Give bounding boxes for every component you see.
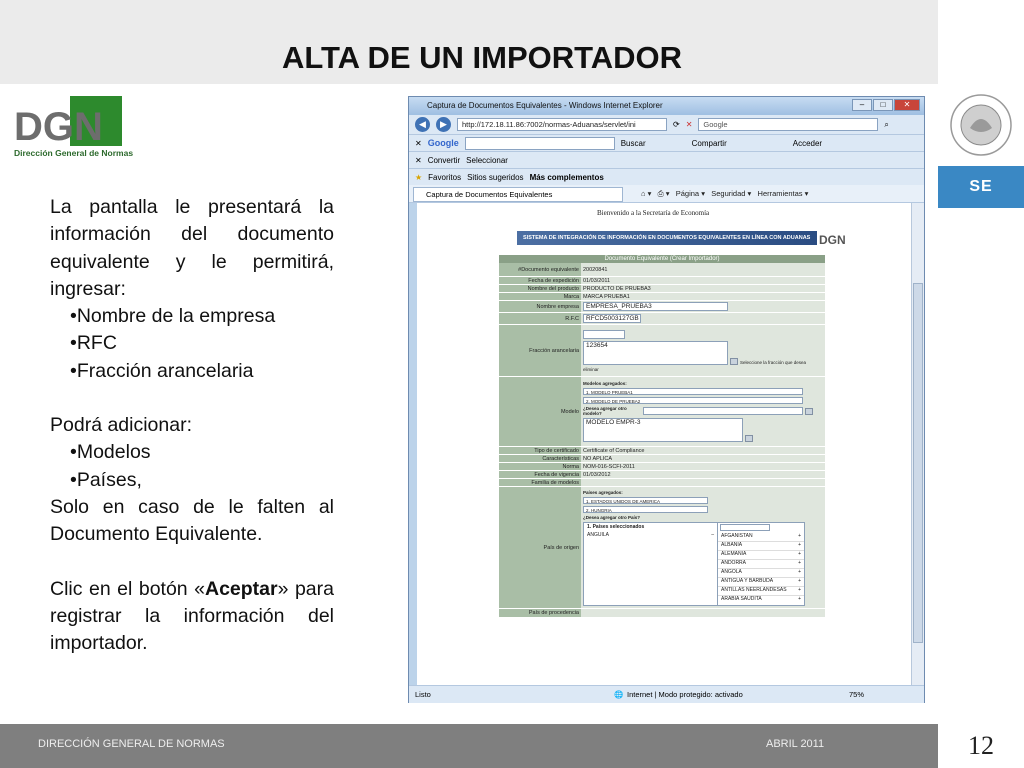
selected-country[interactable]: ANGUILA – — [587, 532, 714, 538]
rfc-input[interactable]: RFCD5003127GB — [583, 314, 641, 323]
address-bar[interactable]: http://172.18.11.86:7002/normas-Aduanas/servlet/ini — [457, 118, 667, 131]
slide-title: ALTA DE UN IMPORTADOR — [281, 40, 683, 75]
modelo-textarea[interactable]: MODELO EMPR-3 — [583, 418, 743, 442]
fraccion-search-input[interactable] — [583, 330, 625, 339]
svg-text:DG: DG — [14, 105, 74, 149]
list-item: •Nombre de la empresa — [70, 305, 276, 328]
forward-icon[interactable]: ▶ — [436, 117, 451, 132]
close-toolbar-icon[interactable]: ✕ — [415, 138, 422, 148]
logo-subtitle: Dirección General de Normas — [14, 148, 134, 158]
list-item: 1. MODELO PRUEBA1 — [583, 388, 803, 395]
list-item: 2. MODELO DE PRUEBA2 — [583, 397, 803, 404]
tab-captura[interactable]: Captura de Documentos Equivalentes — [413, 187, 623, 202]
intro-paragraph: La pantalla le presentará la información del documento equivalente y le permitirá, ingresar: — [50, 196, 334, 300]
form-row: País de procedencia — [499, 609, 825, 618]
menu-herramientas[interactable]: Herramientas — [757, 189, 803, 198]
clic-paragraph: Clic en el botón «Aceptar» para registrar la información del importador. — [50, 577, 334, 655]
form-header: Documento Equivalente (Crear Importador) — [499, 255, 825, 263]
command-bar: ⌂ ▾ ⎙ ▾ Página ▾ Seguridad ▾ Herramientas ▾ — [641, 189, 809, 198]
add-modelo-button[interactable] — [805, 408, 813, 415]
print-icon[interactable]: ⎙ — [657, 189, 664, 198]
convert-toolbar — [409, 152, 924, 169]
status-bar — [409, 685, 924, 703]
buscar-button[interactable]: Buscar — [620, 138, 646, 148]
page-number: 12 — [938, 724, 1024, 768]
globe-icon: 🌐 — [614, 690, 624, 699]
form-row: Modelo Modelos agregados: 1. MODELO PRUEBA1 2. MODELO DE PRUEBA2 ¿Desea agregar otro modelo? MODELO EMPR-3 — [499, 377, 825, 447]
form-row: Fecha de expedición 01/03/2011 — [499, 277, 825, 285]
acceder-button[interactable]: Acceder — [792, 138, 823, 148]
favoritos-button[interactable]: Favoritos — [428, 172, 462, 182]
fraccion-hint: Seleccione la fracción que desea — [740, 359, 807, 365]
home-icon[interactable]: ⌂ — [641, 189, 646, 198]
close-toolbar-icon[interactable]: ✕ — [415, 155, 422, 165]
footer-bar — [0, 724, 938, 768]
search-icon[interactable]: ⌕ — [884, 119, 889, 129]
form-row: #Documento equivalente 20020841 — [499, 263, 825, 277]
favorites-bar — [409, 169, 924, 186]
country-filter-input[interactable] — [720, 524, 770, 531]
fraccion-textarea[interactable]: 123654 — [583, 341, 728, 365]
google-toolbar — [409, 135, 924, 152]
aceptar-emphasis: Aceptar — [205, 577, 278, 600]
web-page — [417, 203, 911, 685]
search-input[interactable]: Google — [698, 118, 878, 131]
country-list — [718, 533, 804, 605]
empresa-input[interactable]: EMPRESA_PRUEBA3 — [583, 302, 728, 311]
menu-seguridad[interactable]: Seguridad — [711, 189, 746, 198]
country-option[interactable]: ANDORRA + — [718, 560, 804, 569]
form-row: Fecha de vigencia 01/03/2012 — [499, 471, 825, 479]
tab-row — [409, 185, 924, 203]
stop-icon[interactable]: ✕ — [685, 120, 693, 129]
form-row: Tipo de certificado Certificate of Compliance — [499, 447, 825, 455]
list-item: 2. HUNGRIA — [583, 506, 708, 513]
paises-selector: 1. Países seleccionados ANGUILA – AFGANISTAN + ALBANIA + ALEMANIA + ANDORRA + ANGOLA + ANTIGUA Y BARBUDA + ANTILLAS NEERLANDESAS + ARABIA SAUDITA + — [583, 522, 805, 606]
welcome-text: Bienvenido a la Secretaría de Economía — [597, 209, 710, 217]
country-option[interactable]: ANTIGUA Y BARBUDA + — [718, 578, 804, 587]
form-row: Norma NOM-016-SCFI-2011 — [499, 463, 825, 471]
form-row: Características NO APLICA — [499, 455, 825, 463]
google-search-input[interactable] — [465, 137, 615, 150]
list-item: •Fracción arancelaria — [70, 359, 254, 382]
back-icon[interactable]: ◀ — [415, 117, 430, 132]
mini-dgn-logo: DGN — [819, 233, 846, 247]
form-row: Familia de modelos — [499, 479, 825, 487]
form-row: Nombre empresa EMPRESA_PRUEBA3 — [499, 301, 825, 313]
mexico-seal-icon — [946, 92, 1016, 158]
footer-date: ABRIL 2011 — [766, 738, 825, 750]
menu-pagina[interactable]: Página — [675, 189, 700, 198]
remove-modelo-button[interactable] — [745, 435, 753, 442]
otro-modelo-input[interactable] — [643, 407, 803, 415]
svg-text:N: N — [74, 105, 103, 149]
eliminar-link[interactable]: eliminar — [583, 366, 599, 372]
zoom-level[interactable]: 75% — [849, 690, 865, 699]
refresh-icon[interactable]: ⟳ — [673, 120, 680, 129]
zone-text: Internet | Modo protegido: activado — [627, 690, 743, 699]
convertir-button[interactable]: Convertir — [427, 155, 461, 165]
maximize-button[interactable]: □ — [873, 99, 893, 111]
solo-paragraph: Solo en caso de le falten al Documento Equivalente. — [50, 495, 334, 546]
sitios-sugeridos-link[interactable]: Sitios sugeridos — [467, 172, 524, 182]
form-row: R.F.C RFCD5003127GB — [499, 313, 825, 325]
google-logo: Google — [427, 138, 459, 148]
star-icon[interactable]: ★ — [415, 172, 423, 182]
scrollbar[interactable] — [911, 203, 924, 685]
window-controls — [852, 99, 920, 111]
form-row: Nombre del producto PRODUCTO DE PRUEBA3 — [499, 285, 825, 293]
importer-form — [499, 255, 825, 618]
country-option[interactable]: ALEMANIA + — [718, 551, 804, 560]
podra-heading: Podrá adicionar: — [50, 414, 193, 437]
list-item: •Modelos — [70, 441, 151, 464]
browser-window — [408, 96, 925, 703]
minimize-button[interactable]: – — [852, 99, 872, 111]
list-item: •RFC — [70, 332, 117, 355]
form-row: País de origen Países agregados: 1. ESTADOS UNIDOS DE AMERICA 2. HUNGRIA ¿Desea agregar otro País? 1. Países seleccionados ANGUILA – AFGANISTAN + ALBANIA + ALEMANIA + ANDORRA + ANGOLA + ANTIGUA Y BARBUDA + ANTILLAS NEERLANDESAS + ARABIA SAUDITA + — [499, 487, 825, 609]
instructions-text — [50, 194, 334, 657]
system-banner: SISTEMA DE INTEGRACIÓN DE INFORMACIÓN EN DOCUMENTOS EQUIVALENTES EN LÍNEA CON ADUANAS — [517, 231, 817, 245]
country-option[interactable]: ANTILLAS NEERLANDESAS + — [718, 587, 804, 596]
country-option[interactable]: ANGOLA + — [718, 569, 804, 578]
window-title: Captura de Documentos Equivalentes - Windows Internet Explorer — [409, 97, 924, 115]
mas-complementos-link[interactable]: Más complementos — [529, 172, 604, 182]
country-option[interactable]: ALBANIA + — [718, 542, 804, 551]
close-button[interactable]: ✕ — [894, 99, 920, 111]
list-item: 1. ESTADOS UNIDOS DE AMERICA — [583, 497, 708, 504]
country-option[interactable]: AFGANISTAN + — [718, 533, 804, 542]
footer-org: DIRECCIÓN GENERAL DE NORMAS — [38, 738, 225, 750]
compartir-button[interactable]: Compartir — [691, 138, 727, 148]
address-row — [409, 115, 924, 135]
se-badge: SE — [938, 166, 1024, 208]
list-item: •Países, — [70, 468, 142, 491]
country-option[interactable]: ARABIA SAUDITA + — [721, 596, 801, 602]
form-row: Fracción arancelaria 123654 Seleccione la fracción que desea eliminar — [499, 325, 825, 377]
form-row: Marca MARCA PRUEBA1 — [499, 293, 825, 301]
select-fraccion-button[interactable] — [730, 358, 738, 365]
seleccionar-button[interactable]: Seleccionar — [466, 155, 508, 165]
status-text: Listo — [415, 690, 431, 699]
